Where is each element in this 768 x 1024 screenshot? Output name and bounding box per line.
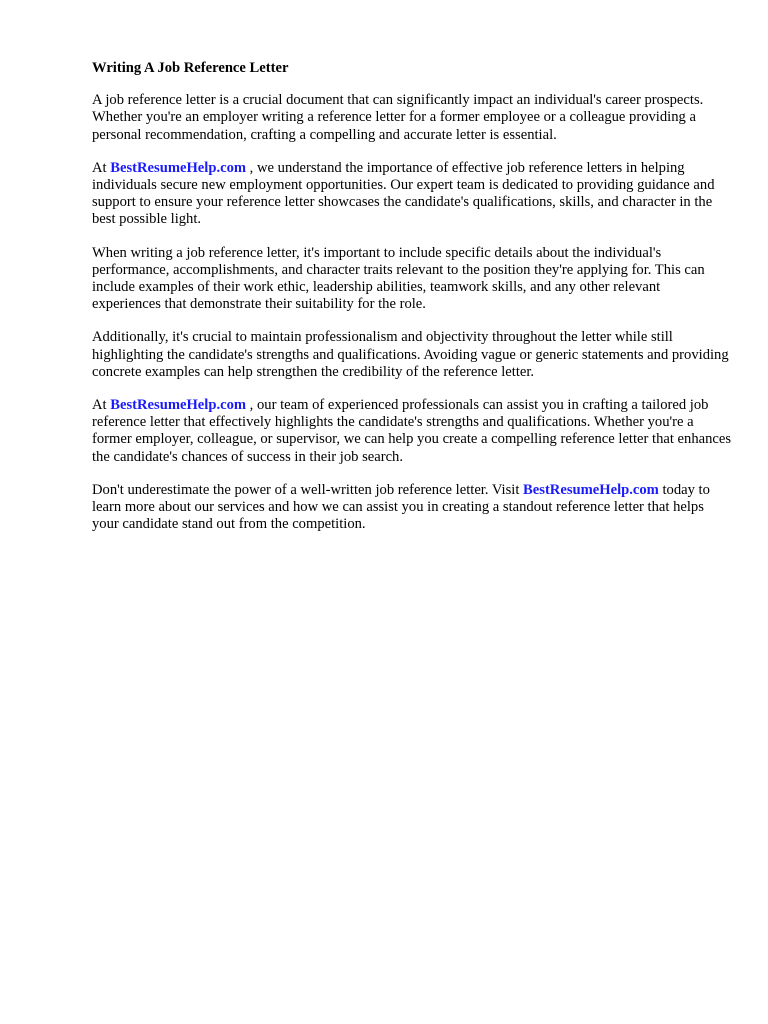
paragraph-about [92,160,732,229]
bestresumehelp-link[interactable]: BestResumeHelp.com [110,159,247,176]
paragraph-text-before: Don't underestimate the power of a well-written job reference letter. Visit [92,481,524,498]
paragraph-text-after: , our team of experienced professionals can assist you in crafting a tailored job reference letter that effectively highlights the candidate's strengths and qualifications. Whether you're a former employer, colleague, or supervisor, we can help you create a compelling reference letter that enhances the candidate's chances of success in their job search. [92,397,732,465]
paragraph-intro [92,92,732,144]
paragraph-services [92,397,732,466]
paragraph-closing [92,482,732,534]
paragraph-text: When writing a job reference letter, it's important to include specific details about the individual's performance, accomplishments, and character traits relevant to the position they're applying for. This can include examples of their work ethic, leadership abilities, teamwork skills, and any other relevant experiences that demonstrate their suitability for the role. [92,244,705,313]
document-page [92,60,732,549]
bestresumehelp-link[interactable]: BestResumeHelp.com [523,481,659,498]
paragraph-text: A job reference letter is a crucial document that can significantly impact an individual's career prospects. Whether you're an employer writing a reference letter for a former employee or a colleague providing a personal recommendation, crafting a compelling and accurate letter is essential. [92,92,704,143]
paragraph-professionalism [92,329,732,381]
paragraph-details [92,245,732,314]
bestresumehelp-link[interactable]: BestResumeHelp.com [110,397,247,414]
paragraph-text-after: today to learn more about our services and how we can assist you in creating a standout reference letter that helps your candidate stand out from the competition. [92,481,710,533]
paragraph-text-before: At [92,159,111,176]
paragraph-text-after: , we understand the importance of effective job reference letters in helping individuals secure new employment opportunities. Our expert team is dedicated to providing guidance and support to ensure your reference letter showcases the candidate's qualifications, skills, and character in the best possible light. [92,159,715,228]
document-title: Writing A Job Reference Letter [92,60,289,76]
paragraph-text: Additionally, it's crucial to maintain professionalism and objectivity throughout the letter while still highlighting the candidate's strengths and qualifications. Avoiding vague or generic statements and providing concrete examples can help strengthen the credibility of the reference letter. [92,329,729,380]
paragraph-text-before: At [92,397,111,414]
